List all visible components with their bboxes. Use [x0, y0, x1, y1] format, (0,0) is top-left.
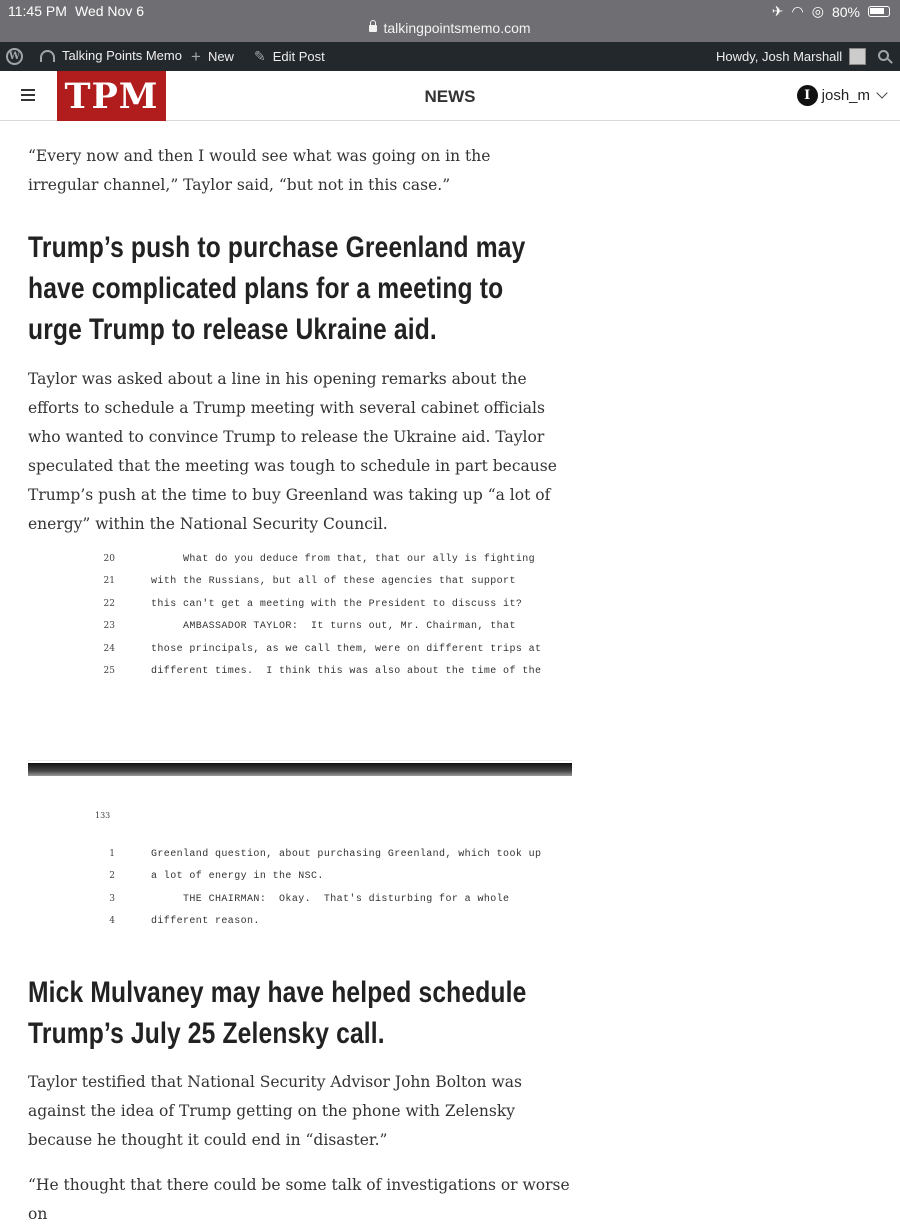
site-header [0, 71, 900, 121]
line-number: 3 [109, 893, 115, 904]
line-number: 24 [103, 643, 115, 654]
line-number: 4 [109, 916, 115, 927]
line-number: 22 [103, 598, 115, 609]
orientation-lock-icon: ◎ [811, 3, 824, 19]
line-number: 23 [103, 621, 115, 632]
lock-icon [369, 25, 377, 32]
paragraph: “He thought that there could be some talk of investigations or worse on [28, 1176, 570, 1223]
user-badge-icon: I [797, 85, 818, 106]
line-text: AMBASSADOR TAYLOR: It turns out, Mr. Chairman, that [151, 621, 516, 633]
transcript-page-number: 133 [95, 811, 111, 820]
address-bar[interactable] [0, 20, 900, 36]
transcript-page-image [28, 777, 572, 935]
status-indicators [772, 3, 890, 20]
line-number: 2 [109, 871, 115, 882]
line-text: those principals, as we call them, were on different trips at [151, 643, 542, 655]
line-number: 25 [103, 666, 115, 676]
line-number: 1 [109, 849, 115, 859]
user-menu[interactable] [797, 85, 886, 106]
line-number: 20 [103, 554, 115, 564]
admin-search-button[interactable] [878, 50, 889, 61]
search-icon [878, 50, 889, 61]
transcript-page-image [28, 548, 572, 761]
site-logo[interactable]: TPM [57, 71, 166, 121]
plus-icon: + [191, 47, 201, 66]
pencil-icon: ✎ [254, 48, 266, 64]
page-divider [28, 763, 572, 776]
line-text: with the Russians, but all of these agencies that support [151, 576, 516, 588]
line-number: 21 [103, 576, 115, 587]
section-heading: Trump’s push to purchase Greenland may have complicated plans for a meeting to urge Trump to release Ukraine aid. [28, 231, 526, 346]
battery-percent: 80% [831, 3, 860, 20]
site-name-label: Talking Points Memo [62, 48, 182, 63]
new-content-button[interactable] [191, 48, 234, 65]
new-label: New [207, 49, 234, 64]
line-text: this can't get a meeting with the President to discuss it? [151, 598, 523, 610]
line-text: Greenland question, about purchasing Greenland, which took up [151, 849, 542, 860]
line-text: different reason. [151, 916, 260, 928]
wordpress-logo-icon: W [6, 48, 23, 65]
battery-icon [868, 6, 890, 17]
account-menu[interactable] [716, 48, 866, 65]
avatar [849, 48, 866, 65]
line-text: a lot of energy in the NSC. [151, 871, 324, 883]
line-text: different times. I think this was also about the time of the [151, 666, 542, 677]
chevron-down-icon [876, 87, 887, 98]
wordpress-menu[interactable] [6, 48, 23, 65]
dashboard-icon [40, 50, 55, 62]
status-time: 11:45 PM [8, 3, 67, 19]
ios-status-bar [0, 0, 900, 42]
paragraph: “Every now and then I would see what was going on in the irregular channel,” Taylor said, “but not in this case.” [28, 147, 491, 194]
username: josh_m [821, 87, 870, 104]
site-name-link[interactable] [40, 48, 182, 63]
edit-post-button[interactable] [254, 48, 325, 65]
airplane-icon: ✈ [771, 3, 784, 19]
line-text: THE CHAIRMAN: Okay. That's disturbing for a whole [151, 893, 510, 905]
wifi-icon: ◠ [791, 3, 804, 19]
section-heading: Mick Mulvaney may have helped schedule Trump’s July 25 Zelensky call. [28, 976, 527, 1050]
address-url: talkingpointsmemo.com [383, 20, 531, 36]
status-date: Wed Nov 6 [75, 3, 144, 19]
greeting-text: Howdy, Josh Marshall [716, 49, 843, 64]
edit-post-label: Edit Post [272, 49, 325, 64]
line-text: What do you deduce from that, that our ally is fighting [151, 554, 536, 565]
section-title: NEWS [424, 87, 476, 106]
paragraph: Taylor was asked about a line in his opening remarks about the efforts to schedule a Trump meeting with several cabinet officials who wanted to convince Trump to release the Ukraine aid. Taylor speculated that the meeting was tough to schedule in part because Trump’s push at the time to buy Greenland was taking up “a lot of energy” within the National Security Council. [28, 370, 557, 533]
paragraph: Taylor testified that National Security Advisor John Bolton was against the idea of Trump getting on the phone with Zelensky because he thought it could end in “disaster.” [28, 1073, 522, 1149]
wp-admin-bar [0, 42, 900, 71]
